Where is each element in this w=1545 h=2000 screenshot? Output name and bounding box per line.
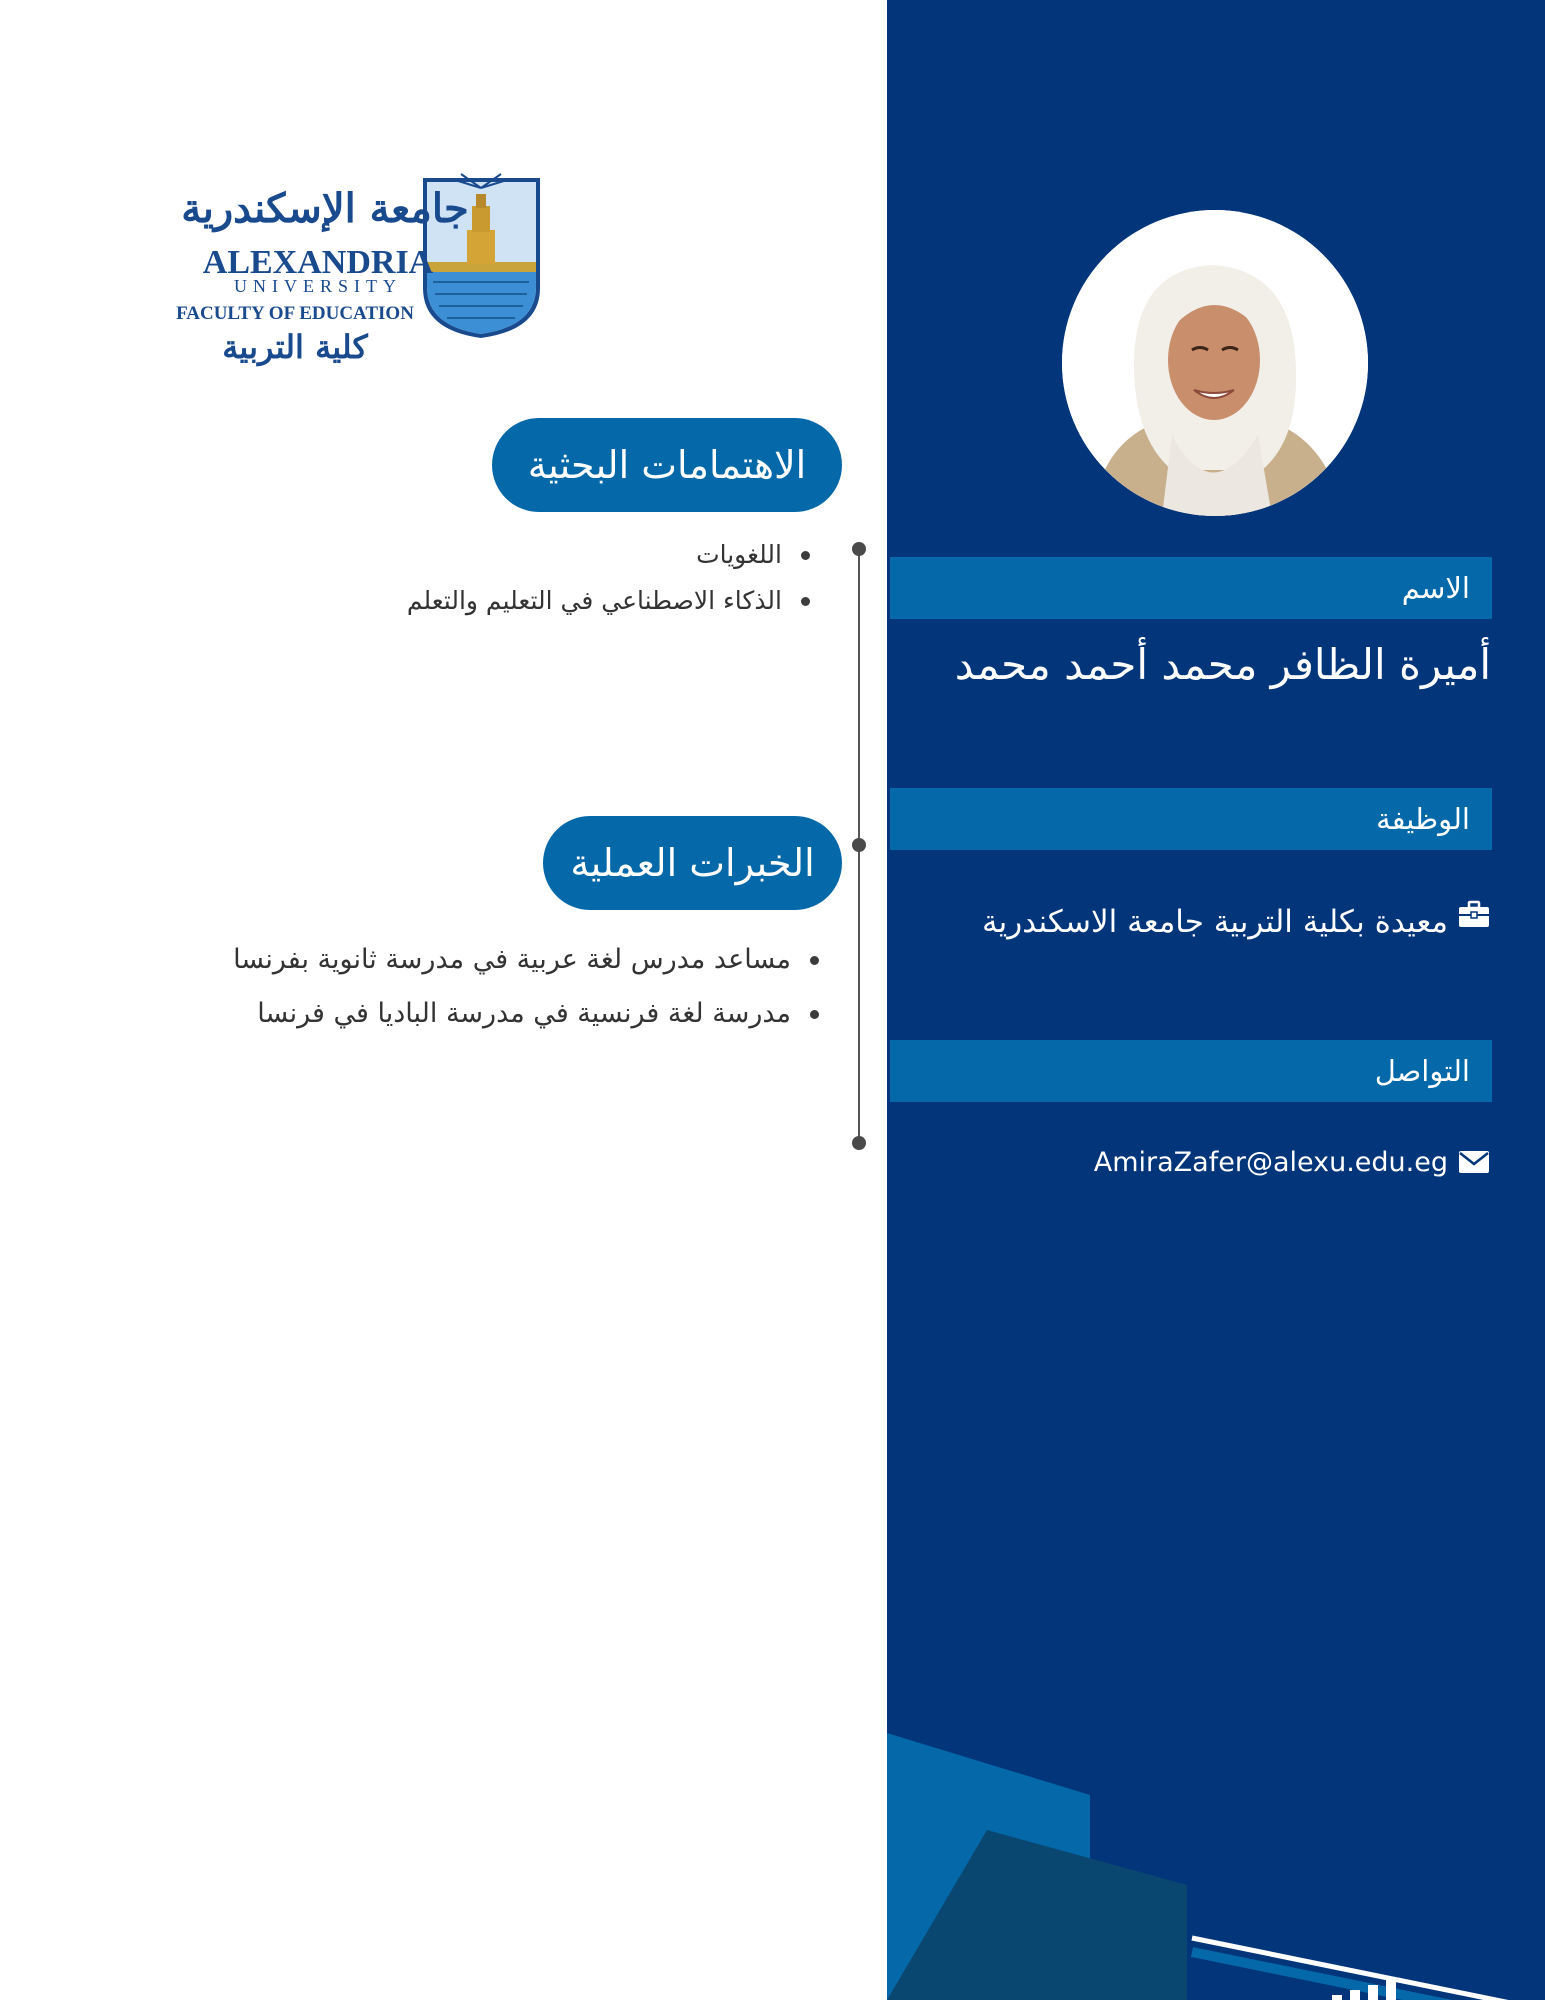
briefcase-icon — [1458, 900, 1490, 944]
job-title: معيدة بكلية التربية جامعة الاسكندرية — [982, 904, 1448, 940]
job-label: الوظيفة — [890, 788, 1492, 850]
job-row — [900, 900, 1490, 944]
profile-photo — [1062, 210, 1368, 516]
person-name: أميرة الظافر محمد أحمد محمد — [954, 640, 1491, 689]
logo-faculty-ar: كلية التربية — [222, 328, 368, 366]
logo-english-sub: UNIVERSITY — [234, 276, 402, 296]
interests-list — [322, 532, 782, 624]
timeline-dot-bottom — [852, 1136, 866, 1150]
logo-faculty-en: FACULTY OF EDUCATION — [176, 303, 414, 324]
list-item: مساعد مدرس لغة عربية في مدرسة ثانوية بفرنسا — [231, 933, 791, 987]
email-link[interactable]: AmiraZafer@alexu.edu.eg — [1093, 1146, 1448, 1178]
interests-heading: الاهتمامات البحثية — [492, 418, 842, 512]
list-item: مدرسة لغة فرنسية في مدرسة الباديا في فرنسا — [231, 987, 791, 1041]
experience-list — [231, 933, 791, 1041]
logo-english-name: ALEXANDRIA — [202, 244, 434, 281]
email-row — [900, 1140, 1490, 1184]
avatar — [1062, 210, 1368, 516]
profile-panel — [887, 0, 1545, 2000]
timeline-dot-middle — [852, 838, 866, 852]
envelope-icon — [1458, 1140, 1490, 1184]
name-label: الاسم — [890, 557, 1492, 619]
contact-label: التواصل — [890, 1040, 1492, 1102]
logo-arabic-university: جامعة الإسكندرية — [181, 185, 469, 232]
timeline-dot-top — [852, 542, 866, 556]
experience-heading: الخبرات العملية — [543, 816, 842, 910]
decorative-shapes — [887, 1700, 1545, 2000]
list-item: الذكاء الاصطناعي في التعليم والتعلم — [322, 578, 782, 624]
list-item: اللغويات — [322, 532, 782, 578]
university-logo — [165, 170, 540, 375]
